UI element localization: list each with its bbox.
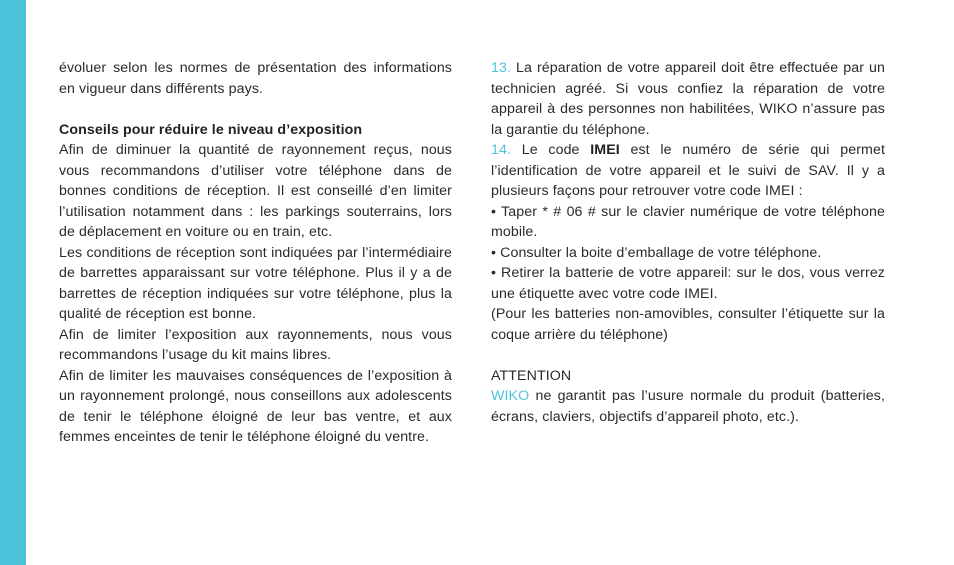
- right-column: [491, 58, 885, 427]
- paragraph-signal-bars: Les conditions de réception sont indiquées par l’intermédiaire de barrettes apparaissant sur votre téléphone. Plus il y a de barrettes de réception indiquées sur votre téléphone, plus la qualité de réception est bonne.: [59, 244, 452, 322]
- item-13-number: 13.: [491, 60, 512, 76]
- paragraph-hands-free: Afin de limiter l’exposition aux rayonnements, nous vous recommandons l’usage du kit mains libres.: [59, 326, 452, 363]
- item-14: [491, 140, 885, 202]
- item-13-text: La réparation de votre appareil doit être effectuée par un technicien agréé. Si vous confiez la réparation de votre appareil à des personnes non habilitées, WIKO n’assure pas la garantie du téléphone.: [491, 60, 885, 138]
- side-accent-bar: [0, 0, 26, 565]
- item-14-text-pre: Le code: [511, 142, 591, 158]
- item-14-number: 14.: [491, 142, 512, 158]
- imei-term: IMEI: [590, 142, 620, 158]
- bullet-keypad: • Taper * # 06 # sur le clavier numérique de votre téléphone mobile.: [491, 203, 885, 240]
- note-non-removable: (Pour les batteries non-amovibles, consulter l’étiquette sur la coque arrière du téléphone): [491, 306, 885, 343]
- left-column: [59, 58, 452, 448]
- paragraph-prolonged-exposure: Afin de limiter les mauvaises conséquences de l’exposition à un rayonnement prolongé, nous conseillons aux adolescents de tenir le téléphone éloigné de leur bas ventre, et aux femmes enceintes de tenir le téléphone éloigné du ventre.: [59, 367, 452, 445]
- warranty-text: ne garantit pas l’usure normale du produit (batteries, écrans, claviers, objectifs d’appareil photo, etc.).: [491, 388, 885, 425]
- bullet-box: • Consulter la boite d’emballage de votre téléphone.: [491, 244, 822, 261]
- spacer: [491, 345, 885, 366]
- section-heading: Conseils pour réduire le niveau d’exposition: [59, 121, 363, 138]
- attention-heading: ATTENTION: [491, 367, 572, 384]
- bullet-battery: • Retirer la batterie de votre appareil: sur le dos, vous verrez une étiquette avec votre code IMEI.: [491, 265, 885, 302]
- paragraph-intro: évoluer selon les normes de présentation des informations en vigueur dans différents pays.: [59, 60, 452, 97]
- warranty-paragraph: [491, 386, 885, 427]
- brand-name: WIKO: [491, 388, 530, 404]
- paragraph-reception-advice: Afin de diminuer la quantité de rayonnement reçus, nous vous recommandons d’utiliser votre téléphone dans de bonnes conditions de réception. Il est conseillé d’en limiter l’utilisation notamment dans : les parkings souterrains, lors de déplacement en voiture ou en train, etc.: [59, 142, 452, 240]
- item-13: [491, 58, 885, 140]
- spacer: [59, 99, 452, 120]
- item-14-text-post: est le numéro de série qui permet l’identification de votre appareil et le suivi de SAV. Il y a plusieurs façons pour retrouver votre code IMEI :: [491, 142, 885, 199]
